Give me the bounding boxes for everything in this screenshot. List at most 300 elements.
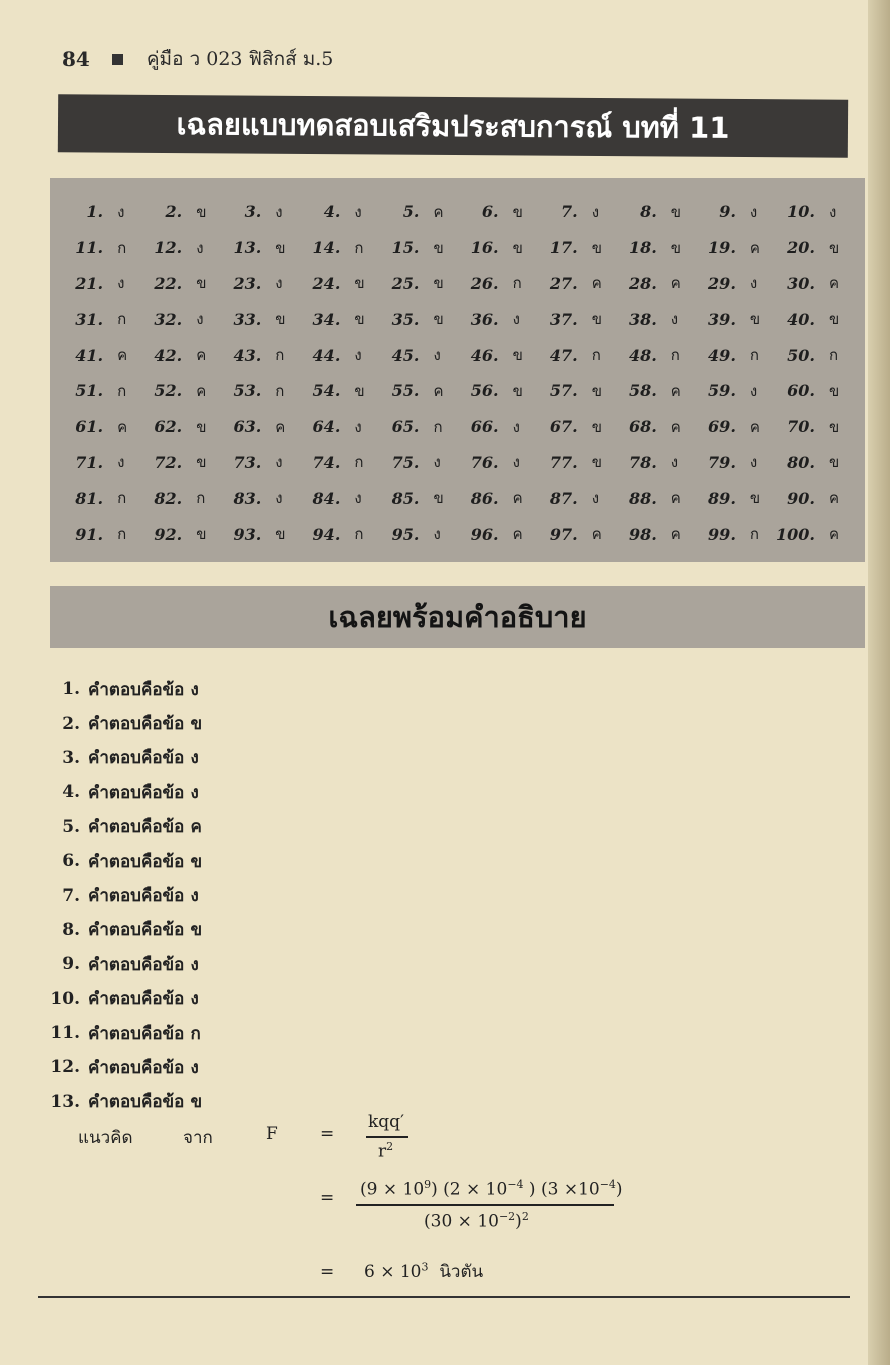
question-number: 29. (708, 273, 736, 293)
answer-letter: ก (354, 238, 364, 257)
answer-letter: ค (828, 274, 840, 293)
choice-label: ข้อ (162, 782, 185, 803)
answer-letter: ข (828, 417, 840, 436)
choice-label: ข้อ (162, 1057, 185, 1078)
answer-label: คำตอบคือ (88, 954, 163, 975)
answer-letter: ง (190, 954, 199, 975)
answer-letter: ก (354, 453, 364, 472)
answer-letter: ง (512, 453, 520, 472)
choice-label: ข้อ (162, 679, 185, 700)
answer-cell (459, 194, 538, 230)
answer-letter: ค (670, 417, 681, 436)
answer-letter: ง (190, 1057, 199, 1078)
answer-letter: ก (275, 346, 285, 365)
answer-cell (697, 194, 776, 230)
question-number: 71. (75, 452, 104, 472)
answer-cell (143, 301, 222, 337)
answer-cell (539, 516, 618, 552)
answer-letter: ง (117, 453, 125, 472)
answer-letter: ง (275, 453, 283, 472)
question-number: 94. (312, 524, 341, 544)
question-number: 53. (233, 381, 262, 401)
answer-letter: ง (354, 489, 362, 508)
answer-letter: ข (512, 346, 523, 365)
answer-letter: ง (117, 274, 125, 293)
question-number: 92. (154, 524, 183, 544)
answer-cell (380, 409, 459, 445)
answer-letter: ข (828, 238, 840, 257)
explanation-item (40, 947, 202, 981)
answer-letter: ข (275, 238, 286, 257)
question-number: 89. (708, 488, 736, 508)
question-number: 96. (470, 524, 499, 544)
page-edge (868, 0, 890, 1365)
book-title: คู่มือ ว 023 ฟิสิกส์ ม.5 (146, 48, 334, 70)
question-number: 38. (628, 309, 657, 329)
answer-letter: ง (190, 886, 199, 907)
choice-label: ข้อ (162, 920, 185, 941)
answer-letter: ก (117, 525, 127, 544)
item-number: 7. (62, 885, 80, 906)
explanation-item (40, 741, 202, 775)
choice-label: ข้อ (162, 1023, 185, 1044)
answer-letter: ก (354, 525, 364, 544)
answer-cell (380, 230, 459, 266)
question-number: 34. (312, 309, 341, 329)
answer-cell (64, 194, 143, 230)
item-number: 11. (50, 1023, 80, 1044)
answer-cell (697, 266, 776, 302)
question-number: 88. (628, 488, 657, 508)
answer-cell (64, 266, 143, 302)
answer-cell (459, 409, 538, 445)
question-number: 86. (470, 488, 499, 508)
answer-letter: ก (749, 525, 759, 544)
running-header (62, 44, 333, 74)
question-number: 52. (154, 381, 183, 401)
choice-label: ข้อ (162, 886, 185, 907)
answer-cell (380, 301, 459, 337)
question-number: 23. (233, 273, 262, 293)
question-number: 72. (154, 452, 183, 472)
question-number: 21. (75, 273, 104, 293)
item-number: 8. (62, 919, 80, 940)
question-number: 36. (470, 309, 499, 329)
answer-cell (222, 337, 301, 373)
equals-sign-1: = (320, 1124, 335, 1144)
answer-cell (459, 480, 538, 516)
question-number: 40. (787, 309, 815, 329)
question-number: 13. (233, 238, 262, 258)
question-number: 65. (391, 417, 420, 437)
answer-cell (301, 373, 380, 409)
answer-label: คำตอบคือ (88, 714, 163, 735)
answer-letter: ง (196, 238, 204, 257)
item-number: 13. (50, 1091, 80, 1112)
answer-letter: ข (591, 238, 602, 257)
question-number: 28. (628, 273, 657, 293)
answer-letter: ข (190, 714, 203, 735)
answer-letter: ง (354, 417, 362, 436)
answer-letter: ก (433, 417, 443, 436)
item-number: 4. (62, 782, 80, 803)
question-number: 1. (86, 202, 104, 222)
question-number: 56. (470, 381, 499, 401)
question-number: 31. (75, 309, 104, 329)
answer-cell (301, 337, 380, 373)
answer-letter: ค (749, 238, 760, 257)
answer-cell (776, 480, 855, 516)
item-number: 10. (50, 988, 80, 1009)
answer-cell (64, 301, 143, 337)
answer-letter: ค (117, 346, 128, 365)
answer-letter: ค (591, 525, 602, 544)
question-number: 4. (323, 202, 341, 222)
answer-cell (380, 194, 459, 230)
question-number: 33. (233, 309, 262, 329)
answer-label: คำตอบคือ (88, 748, 163, 769)
question-number: 47. (549, 345, 578, 365)
item-number: 3. (62, 747, 80, 768)
answer-cell (459, 516, 538, 552)
formula-denominator: $r^2$ (378, 1140, 394, 1162)
answer-cell (222, 194, 301, 230)
answer-letter: ง (670, 310, 679, 329)
answer-letter: ข (828, 310, 840, 329)
question-number: 20. (787, 238, 815, 258)
answer-cell (776, 373, 855, 409)
explanation-item (40, 878, 202, 912)
answer-letter: ข (749, 489, 761, 508)
question-number: 22. (154, 273, 183, 293)
answer-cell (776, 409, 855, 445)
answer-cell (222, 409, 301, 445)
answer-letter: ข (512, 202, 523, 221)
answer-letter: ข (354, 274, 365, 293)
question-number: 14. (312, 238, 341, 258)
question-number: 30. (787, 273, 815, 293)
section-heading: เฉลยพร้อมคำอธิบาย (50, 586, 865, 648)
question-number: 93. (233, 524, 262, 544)
answer-letter: ง (275, 489, 283, 508)
answer-letter: ง (433, 346, 441, 365)
question-number: 18. (628, 238, 657, 258)
question-number: 35. (391, 309, 420, 329)
answer-letter: ก (117, 381, 127, 400)
answer-letter: ง (828, 202, 837, 221)
answer-letter: ข (275, 525, 286, 544)
answer-cell (380, 373, 459, 409)
answer-cell (459, 445, 538, 481)
fraction-line-2 (356, 1204, 614, 1206)
answer-cell (539, 230, 618, 266)
answer-letter: ค (591, 274, 602, 293)
answer-letter: ก (117, 238, 127, 257)
question-number: 17. (549, 238, 578, 258)
answer-cell (776, 301, 855, 337)
answer-letter: ง (196, 310, 204, 329)
explanation-item (40, 672, 202, 706)
answer-letter: ข (591, 453, 602, 472)
answer-letter: ค (512, 489, 523, 508)
question-number: 51. (75, 381, 104, 401)
question-number: 67. (549, 417, 578, 437)
question-number: 62. (154, 417, 183, 437)
question-number: 66. (470, 417, 499, 437)
question-number: 41. (75, 345, 104, 365)
answer-label: คำตอบคือ (88, 989, 163, 1010)
answer-letter: ง (591, 489, 600, 508)
answer-letter: ง (190, 679, 199, 700)
answer-letter: ข (354, 381, 365, 400)
question-number: 7. (560, 202, 578, 222)
answer-cell (618, 445, 697, 481)
question-number: 100. (776, 524, 815, 544)
substitution-denominator: $(30 \times 10^{-2})^2$ (424, 1210, 529, 1232)
answer-letter: ข (196, 453, 207, 472)
answer-label: คำตอบคือ (88, 817, 163, 838)
answer-cell (64, 373, 143, 409)
answer-letter: ค (828, 489, 840, 508)
question-number: 55. (391, 381, 420, 401)
answer-letter: ก (828, 346, 839, 365)
answer-letter: ค (433, 381, 444, 400)
answer-cell (64, 445, 143, 481)
question-number: 32. (154, 309, 183, 329)
answer-letter: ก (190, 1023, 201, 1044)
question-number: 64. (312, 417, 341, 437)
answer-cell (776, 516, 855, 552)
explanation-item (40, 1016, 202, 1050)
item-number: 9. (62, 954, 80, 975)
answer-cell (301, 409, 380, 445)
answer-cell (301, 266, 380, 302)
question-number: 10. (787, 202, 815, 222)
question-number: 48. (628, 345, 657, 365)
answer-letter: ข (670, 202, 682, 221)
answer-cell (697, 373, 776, 409)
fraction-line-1 (366, 1136, 408, 1138)
explanation-item (40, 775, 202, 809)
answer-letter: ง (354, 202, 362, 221)
item-number: 6. (62, 851, 80, 872)
answer-cell (697, 516, 776, 552)
answer-label: คำตอบคือ (88, 920, 163, 941)
explanation-item (40, 982, 202, 1016)
answer-cell (539, 337, 618, 373)
explanation-item (40, 913, 202, 947)
answer-letter: ข (433, 489, 444, 508)
answer-key-table (50, 178, 865, 562)
answer-cell (222, 445, 301, 481)
answer-cell (222, 301, 301, 337)
question-number: 68. (628, 417, 657, 437)
answer-cell (697, 301, 776, 337)
question-number: 45. (391, 345, 420, 365)
answer-letter: ค (433, 202, 444, 221)
answer-cell (143, 480, 222, 516)
result-value: $6 \times 10^3$ นิวตัน (364, 1260, 484, 1282)
answer-letter: ก (117, 489, 127, 508)
question-number: 69. (708, 417, 736, 437)
question-number: 80. (787, 452, 815, 472)
answer-letter: ง (275, 202, 283, 221)
answer-cell (697, 337, 776, 373)
explanation-item (40, 810, 202, 844)
answer-cell (459, 301, 538, 337)
page-number: 84 (62, 47, 90, 71)
explanation-item (40, 706, 202, 740)
question-number: 39. (708, 309, 736, 329)
answer-cell (143, 337, 222, 373)
answer-letter: ข (190, 1092, 203, 1113)
answer-letter: ค (512, 525, 523, 544)
question-number: 95. (391, 524, 420, 544)
answer-letter: ง (512, 417, 520, 436)
answer-cell (618, 230, 697, 266)
answer-letter: ค (749, 417, 760, 436)
answer-letter: ข (512, 381, 523, 400)
answer-letter: ง (670, 453, 679, 472)
answer-letter: ค (196, 346, 207, 365)
formula-numerator: kqq′ (368, 1112, 404, 1132)
answer-cell (618, 480, 697, 516)
answer-label: คำตอบคือ (88, 851, 163, 872)
answer-letter: ข (749, 310, 761, 329)
answer-letter: ง (433, 453, 441, 472)
question-number: 42. (154, 345, 183, 365)
item-number: 2. (62, 713, 80, 734)
equals-sign-2: = (320, 1188, 335, 1208)
question-number: 9. (719, 202, 736, 222)
choice-label: ข้อ (162, 954, 185, 975)
question-number: 74. (312, 452, 341, 472)
answer-cell (64, 516, 143, 552)
question-number: 75. (391, 452, 420, 472)
answer-letter: ง (749, 381, 758, 400)
answer-letter: ค (670, 489, 681, 508)
question-number: 25. (391, 273, 420, 293)
answer-cell (222, 373, 301, 409)
answer-cell (301, 230, 380, 266)
question-number: 43. (233, 345, 262, 365)
answer-letter: ค (196, 381, 207, 400)
answer-letter: ค (117, 417, 128, 436)
answer-letter: ค (828, 525, 840, 544)
question-number: 83. (233, 488, 262, 508)
question-number: 98. (628, 524, 657, 544)
answer-cell (143, 373, 222, 409)
answer-cell (64, 230, 143, 266)
choice-label: ข้อ (162, 1092, 185, 1113)
answer-letter: ง (433, 525, 441, 544)
answer-cell (539, 445, 618, 481)
answer-cell (618, 301, 697, 337)
answer-label: คำตอบคือ (88, 1023, 163, 1044)
answer-cell (776, 230, 855, 266)
answer-cell (618, 337, 697, 373)
question-number: 19. (708, 238, 736, 258)
question-number: 16. (470, 238, 499, 258)
choice-label: ข้อ (162, 817, 185, 838)
question-number: 77. (549, 452, 578, 472)
answer-letter: ก (117, 310, 127, 329)
page-title: เฉลยแบบทดสอบเสริมประสบการณ์ บทที่ 11 (58, 94, 848, 158)
answer-letter: ก (670, 346, 680, 365)
answer-cell (776, 194, 855, 230)
substitution-numerator: $(9 \times 10^9)$ ($2 \times 10^{-4}$ ) $(3 \times 10^{-4})$ (360, 1178, 623, 1200)
answer-letter: ข (190, 851, 203, 872)
answer-letter: ข (512, 238, 523, 257)
answer-letter: ข (591, 310, 602, 329)
from-label: จาก (183, 1128, 213, 1148)
answer-letter: ก (591, 346, 601, 365)
answer-letter: ง (591, 202, 600, 221)
answer-cell (301, 194, 380, 230)
answer-letter: ง (354, 346, 362, 365)
answer-letter: ค (275, 417, 286, 436)
question-number: 90. (787, 488, 815, 508)
question-number: 15. (391, 238, 420, 258)
answer-label: คำตอบคือ (88, 886, 163, 907)
answer-cell (64, 480, 143, 516)
explanation-item (40, 1050, 202, 1084)
answer-cell (539, 301, 618, 337)
bottom-rule (38, 1296, 850, 1298)
answer-letter: ข (190, 920, 203, 941)
question-number: 70. (787, 417, 815, 437)
concept-label: แนวคิด (78, 1128, 133, 1148)
question-number: 78. (628, 452, 657, 472)
answer-letter: ข (433, 238, 444, 257)
answer-letter: ข (275, 310, 286, 329)
answer-cell (697, 480, 776, 516)
answer-letter: ข (433, 274, 444, 293)
answer-cell (301, 301, 380, 337)
question-number: 24. (312, 273, 341, 293)
answer-letter: ค (190, 817, 202, 838)
question-number: 11. (75, 238, 104, 258)
question-number: 87. (549, 488, 578, 508)
answer-cell (143, 445, 222, 481)
question-number: 58. (628, 381, 657, 401)
answer-letter: ค (670, 274, 681, 293)
question-number: 60. (787, 381, 815, 401)
question-number: 3. (244, 202, 262, 222)
answer-cell (776, 266, 855, 302)
question-number: 50. (787, 345, 815, 365)
choice-label: ข้อ (162, 851, 185, 872)
square-bullet-icon (112, 54, 123, 65)
answer-letter: ก (196, 489, 206, 508)
equals-sign-3: = (320, 1262, 335, 1282)
question-number: 46. (470, 345, 499, 365)
question-number: 26. (470, 273, 499, 293)
answer-cell (459, 373, 538, 409)
answer-letter: ข (828, 381, 840, 400)
question-number: 12. (154, 238, 183, 258)
question-number: 82. (154, 488, 183, 508)
answer-cell (459, 337, 538, 373)
question-number: 91. (75, 524, 104, 544)
question-number: 97. (549, 524, 578, 544)
answer-cell (301, 480, 380, 516)
question-number: 2. (165, 202, 183, 222)
answer-cell (222, 480, 301, 516)
explanation-list (40, 672, 202, 1119)
answer-letter: ข (354, 310, 365, 329)
answer-letter: ข (433, 310, 444, 329)
